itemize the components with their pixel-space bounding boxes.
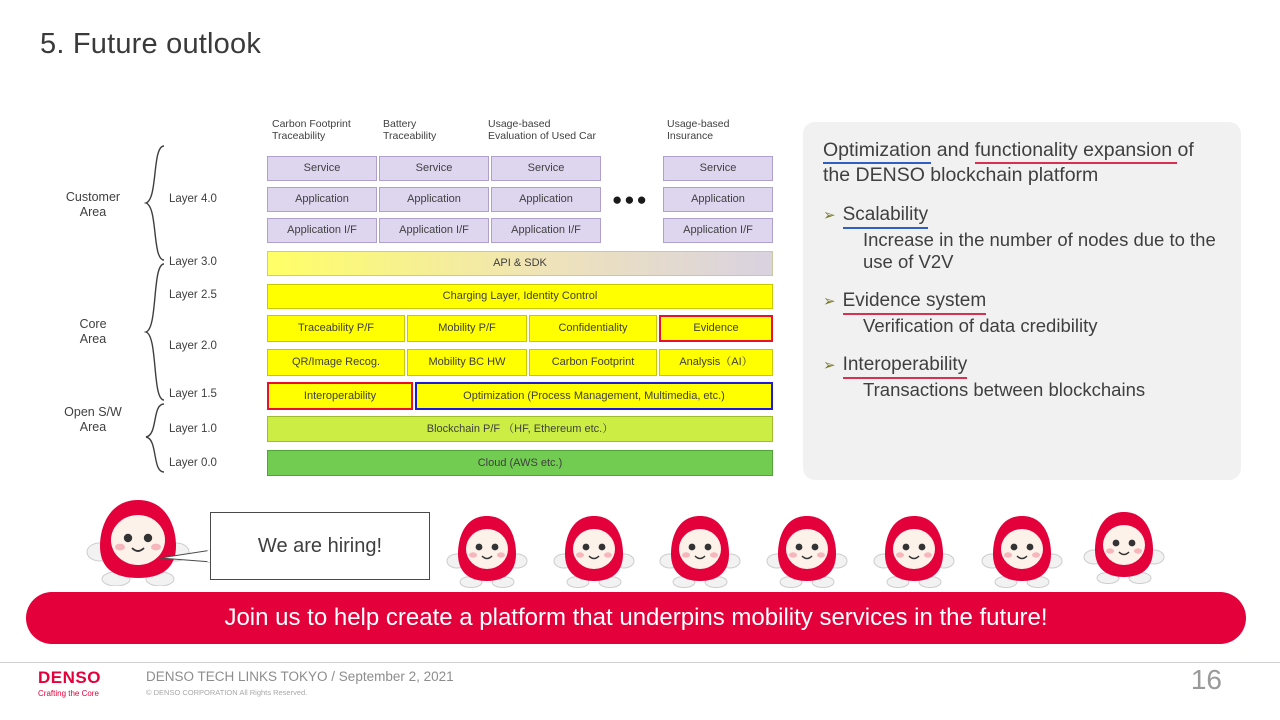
- footer-event-text: DENSO TECH LINKS TOKYO / September 2, 2021: [146, 669, 454, 684]
- cell-application-3: Application: [491, 187, 601, 212]
- area-label-line2: Area: [79, 420, 107, 434]
- denso-logo: [38, 668, 138, 698]
- cell-application-if-2: Application I/F: [379, 218, 489, 243]
- cell-charging-layer: Charging Layer, Identity Control: [267, 284, 773, 309]
- mascot-character-3: [552, 508, 636, 592]
- cell-confidentiality: Confidentiality: [529, 315, 657, 342]
- brace-open-sw-area: [144, 402, 166, 474]
- cell-application-if-3: Application I/F: [491, 218, 601, 243]
- page-title: 5. Future outlook: [40, 28, 262, 60]
- layer-label-1-0: Layer 1.0: [169, 423, 217, 435]
- cell-service-3: Service: [491, 156, 601, 181]
- arrow-icon: ➢: [823, 293, 836, 311]
- column-header-used-car: [488, 118, 638, 142]
- layer-label-0-0: Layer 0.0: [169, 457, 217, 469]
- column-header-insurance: [667, 118, 787, 142]
- ellipsis-indicator: ●●●: [612, 190, 649, 209]
- area-label-customer: [40, 190, 146, 220]
- area-label-open-sw: [40, 405, 146, 435]
- mascot-character-8: [1082, 504, 1166, 588]
- speech-bubble-tail: [160, 548, 212, 564]
- bullet-detail: Increase in the number of nodes due to the use of V2V: [863, 228, 1216, 273]
- future-outlook-panel: [803, 122, 1241, 480]
- heading-optimization: Optimization: [823, 139, 931, 164]
- heading-and: and: [931, 139, 975, 161]
- denso-logo-word: DENSO: [38, 668, 101, 687]
- mascot-character-4: [658, 508, 742, 592]
- layer-label-1-5: Layer 1.5: [169, 388, 217, 400]
- brace-core-area: [144, 262, 166, 402]
- speech-bubble: [210, 512, 430, 580]
- bullet-title: Evidence system: [843, 290, 987, 315]
- speech-bubble-text: We are hiring!: [257, 534, 383, 557]
- column-header-line1: Usage-based: [667, 118, 730, 130]
- bullet-detail: Verification of data credibility: [863, 315, 1098, 337]
- panel-heading: [823, 138, 1223, 188]
- cell-application-4: Application: [663, 187, 773, 212]
- area-label-core: [40, 317, 146, 347]
- bullet-detail: Transactions between blockchains: [863, 378, 1146, 400]
- arrow-icon: ➢: [823, 206, 836, 224]
- cell-mobility-bc-hw: Mobility BC HW: [407, 349, 527, 376]
- bullet-title: Scalability: [843, 204, 929, 229]
- cell-optimization: Optimization (Process Management, Multimedia, etc.): [415, 382, 773, 410]
- area-label-line1: Customer: [65, 190, 121, 204]
- column-header-battery: [383, 118, 493, 142]
- cell-application-if-4: Application I/F: [663, 218, 773, 243]
- column-header-line1: Carbon Footprint: [272, 118, 351, 130]
- cell-analysis-ai: Analysis（AI）: [659, 349, 773, 376]
- panel-content: [823, 138, 1223, 401]
- cell-blockchain-pf: Blockchain P/F （HF, Ethereum etc.）: [267, 416, 773, 442]
- cell-service-2: Service: [379, 156, 489, 181]
- column-header-line1: Battery: [383, 118, 417, 130]
- cell-application-1: Application: [267, 187, 377, 212]
- area-label-line1: Open S/W: [64, 405, 122, 419]
- mascot-character-1: [84, 494, 192, 586]
- cell-evidence: Evidence: [659, 315, 773, 342]
- layer-label-2-5: Layer 2.5: [169, 289, 217, 301]
- bullet-scalability: [823, 204, 1223, 274]
- column-header-carbon-footprint: [272, 118, 382, 142]
- layer-label-2-0: Layer 2.0: [169, 340, 217, 352]
- column-header-line1: Usage-based: [488, 118, 551, 130]
- area-label-line2: Area: [79, 332, 107, 346]
- heading-rest: of the DENSO blockchain platform: [823, 139, 1194, 186]
- footer-copyright: © DENSO CORPORATION All Rights Reserved.: [146, 688, 308, 697]
- cell-carbon-footprint: Carbon Footprint: [529, 349, 657, 376]
- column-header-line2: Insurance: [667, 130, 714, 143]
- denso-logo-tagline: Crafting the Core: [38, 689, 99, 698]
- cell-service-4: Service: [663, 156, 773, 181]
- bullet-evidence-system: [823, 290, 1223, 338]
- cell-qr-image-recog: QR/Image Recog.: [267, 349, 405, 376]
- column-header-line2: Traceability: [383, 130, 437, 143]
- cell-interoperability: Interoperability: [267, 382, 413, 410]
- mascot-character-2: [445, 508, 529, 592]
- mascot-character-7: [980, 508, 1064, 592]
- footer-divider: [0, 662, 1280, 663]
- cell-mobility-pf: Mobility P/F: [407, 315, 527, 342]
- cell-application-2: Application: [379, 187, 489, 212]
- architecture-diagram: [40, 112, 780, 482]
- heading-functionality-expansion: functionality expansion: [975, 139, 1178, 164]
- cell-cloud: Cloud (AWS etc.): [267, 450, 773, 476]
- mascot-character-5: [765, 508, 849, 592]
- page-number: 16: [1190, 664, 1222, 695]
- call-to-action-banner: [26, 592, 1246, 644]
- brace-customer-area: [144, 144, 166, 262]
- area-label-line1: Core: [79, 317, 107, 331]
- mascot-character-6: [872, 508, 956, 592]
- banner-text: Join us to help create a platform that underpins mobility services in the future!: [224, 604, 1048, 631]
- cell-api-sdk: API & SDK: [267, 251, 773, 276]
- bullet-interoperability: [823, 354, 1223, 402]
- column-header-line2: Traceability: [272, 130, 326, 143]
- arrow-icon: ➢: [823, 356, 836, 374]
- bullet-title: Interoperability: [843, 354, 968, 379]
- layer-label-3-0: Layer 3.0: [169, 256, 217, 268]
- layer-label-4-0: Layer 4.0: [169, 193, 217, 205]
- cell-service-1: Service: [267, 156, 377, 181]
- cell-application-if-1: Application I/F: [267, 218, 377, 243]
- cell-traceability-pf: Traceability P/F: [267, 315, 405, 342]
- column-header-line2: Evaluation of Used Car: [488, 130, 596, 143]
- area-label-line2: Area: [79, 205, 107, 219]
